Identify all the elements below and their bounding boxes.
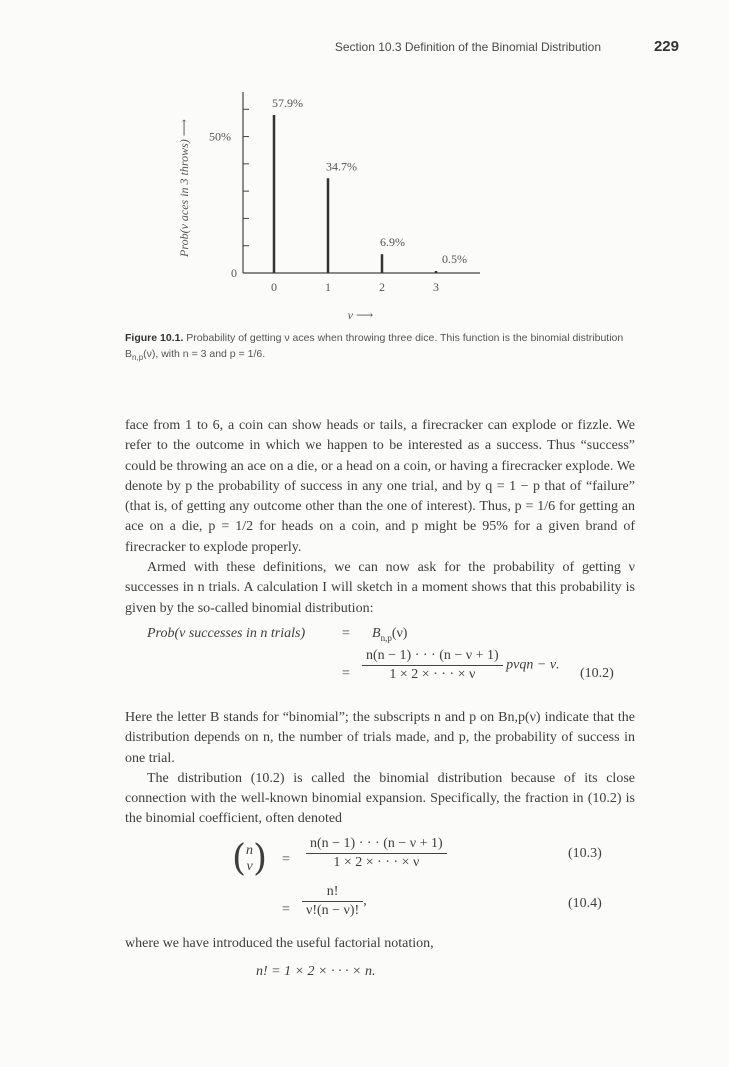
x-tick-label-2: 2	[379, 280, 385, 294]
paragraph-5: where we have introduced the useful factorial notation,	[125, 936, 434, 951]
eq-10-3-equals: =	[282, 852, 290, 867]
eq-10-4-equals: =	[282, 902, 290, 917]
caption-text-2: (ν), with n = 3 and p = 1/6.	[143, 348, 266, 360]
eq-10-4-den: ν!(n − ν)!	[306, 903, 360, 918]
eq-10-4-tail: ,	[363, 893, 367, 909]
eq-10-2-number: (10.2)	[580, 666, 614, 681]
paragraph-3: Here the letter B stands for “binomial”; the subscripts n and p on Bn,p(ν) indicate that the distribution depends on n, the number of trials made, and p, the probability of success in one trial.	[125, 710, 635, 766]
eq-10-3-fraction	[306, 836, 447, 871]
paragraph-1: face from 1 to 6, a coin can show heads or tails, a firecracker can explode or fizzle. We refer to the outcome in which we happen to be interested as a success. Thus “success” could be throwing an ace on a die, or a head on a coin, or having a firecracker explode. We denote by p the probability of success in any one trial, and by q = 1 − p that of “failure” (that is, of getting any outcome other than the one of interest). Thus, p = 1/6 for getting an ace on a die, p = 1/2 for heads on a coin, and p might be 95% for a given brand of firecracker to explode properly.	[125, 418, 635, 555]
eq-10-3-binomial: ( n ν )	[232, 838, 268, 879]
y-tick-label-0: 0	[231, 266, 237, 280]
y-tick-label-50: 50%	[209, 129, 231, 144]
eq-10-2-tail: pνqn − ν.	[506, 657, 560, 673]
paragraph-1-block	[125, 416, 635, 619]
eq-10-2-equals-1: =	[342, 626, 350, 641]
caption-text: Probability of getting ν aces when throwing three dice. This function is the binomial distribution B	[125, 332, 624, 360]
x-tick-label-0: 0	[271, 280, 277, 294]
y-axis-label: Prob(ν aces in 3 throws) ⟶	[177, 119, 191, 257]
eq-10-2-B-sub: n,p	[380, 632, 392, 643]
section-title: Section 10.3 Definition of the Binomial Distribution	[334, 40, 601, 54]
eq-10-3-frac	[306, 836, 447, 871]
eq-factorial: n! = 1 × 2 × · · · × n.	[256, 964, 376, 979]
caption-label: Figure 10.1.	[125, 332, 184, 344]
eq-10-4-fraction	[302, 884, 367, 919]
paragraph-2: Armed with these definitions, we can now ask for the probability of getting ν successes in n trials. A calculation I will sketch in a moment shows that this probability is given by the so-called binomial distribution:	[125, 560, 635, 616]
paragraph-5-block	[125, 934, 635, 954]
eq-10-2-num: n(n − 1) · · · (n − ν + 1)	[362, 648, 503, 666]
running-header	[0, 38, 729, 58]
eq-10-3-binom-top: n	[246, 842, 254, 858]
eq-10-3-den: 1 × 2 × · · · × ν	[333, 855, 420, 870]
x-tick-label-1: 1	[325, 280, 331, 294]
eq-10-3-binom-frac	[246, 843, 253, 875]
eq-10-2-equals-2: =	[342, 666, 350, 681]
eq-10-2-B-letter: B	[372, 626, 381, 641]
eq-10-2-den: 1 × 2 × · · · × ν	[389, 667, 476, 682]
eq-10-2-line1	[147, 626, 305, 642]
paragraph-4: The distribution (10.2) is called the binomial distribution because of its close connection with the well-known binomial expansion. Specifically, the fraction in (10.2) is the binomial coefficient, often denoted	[125, 770, 635, 827]
bar-value-label-3: 0.5%	[442, 252, 467, 266]
eq-10-2-lhs: Prob(ν successes in n trials)	[147, 626, 306, 641]
binomial-bar-chart	[0, 80, 729, 325]
bar-value-label-0: 57.9%	[272, 96, 303, 110]
eq-10-2-frac	[362, 648, 503, 683]
eq-10-2-B	[372, 626, 407, 643]
caption-sub: n,p	[132, 353, 144, 363]
eq-10-3-number: (10.3)	[568, 846, 602, 861]
eq-10-3-num: n(n − 1) · · · (n − ν + 1)	[306, 836, 447, 854]
eq-10-2-fraction	[362, 648, 560, 683]
eq-10-4-number: (10.4)	[568, 896, 602, 911]
page-number: 229	[653, 38, 679, 55]
eq-10-3-binom-bot: ν	[246, 858, 253, 874]
eq-10-4-num: n!	[302, 884, 363, 902]
eq-10-4-frac	[302, 884, 363, 919]
figure-caption	[125, 330, 635, 366]
x-tick-label-3: 3	[433, 280, 439, 294]
x-axis-label: ν ⟶	[347, 308, 374, 322]
bar-value-label-1: 34.7%	[326, 159, 357, 174]
eq-10-2-B-arg: (ν)	[391, 626, 408, 641]
bar-value-label-2: 6.9%	[380, 235, 405, 250]
paragraph-3-block	[125, 708, 635, 830]
